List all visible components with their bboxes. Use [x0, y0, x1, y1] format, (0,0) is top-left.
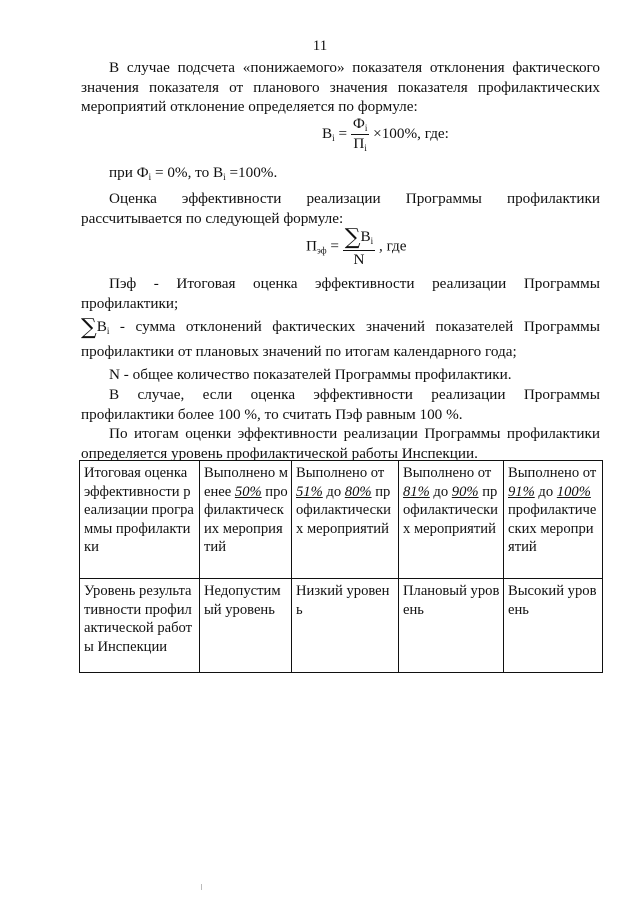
formula-deviation-fraction: $\frac{Ф_i}{П_i}$ — [352, 115, 368, 153]
definition-peff: Пэф - Итоговая оценка эффективности реализации Программы профилактики; — [81, 275, 600, 312]
formula-deviation-multiplier: ×100%, — [373, 124, 421, 142]
definition-n: N - общее количество показателей Программы профилактики. — [109, 366, 512, 383]
assessment-table — [79, 460, 603, 673]
formula-deviation-lhs: $B_i$ — [322, 124, 335, 143]
condition-line: при $Ф_i = 0\%$, то $B_i =100\%$. — [109, 164, 278, 182]
formula-efficiency: $П_{эф}$ = $\frac{\sum B_i}{N}$ , где — [306, 225, 407, 268]
level-high: Высокий уровень — [504, 579, 603, 673]
table-cell-under-50: Выполнено менее 50% профилактических мероприятий — [200, 461, 292, 579]
table-row — [80, 579, 603, 673]
formula-efficiency-fraction: $\frac{\sum B_i}{N}$ — [344, 225, 374, 268]
table-row — [80, 461, 603, 579]
paragraph-results: По итогам оценки эффективности реализации Программы профилактики определяется уровень профилактической работы Инспекции. — [81, 425, 600, 462]
level-low: Низкий уровень — [292, 579, 399, 673]
definition-sum: $\sum B_i$ - сумма отклонений фактических значений показателей Программы профилактики от плановых значений по итогам календарного года; — [81, 315, 600, 360]
table-cell-51-80: Выполнено от 51% до 80% профилактических мероприятий — [292, 461, 399, 579]
paragraph-cap: В случае, если оценка эффективности реализации Программы профилактики более 100 %, то считать Пэф равным 100 %. — [81, 386, 600, 423]
formula-deviation: $B_i$ = $\frac{Ф_i}{П_i}$ ×100%, где: — [322, 115, 449, 153]
table-cell-81-90: Выполнено от 81% до 90% профилактических мероприятий — [399, 461, 504, 579]
level-unacceptable: Недопустимый уровень — [200, 579, 292, 673]
level-planned: Плановый уровень — [399, 579, 504, 673]
table-row-label: Уровень результативности профилактической работы Инспекции — [80, 579, 200, 673]
scan-mark — [201, 884, 202, 890]
table-header-label: Итоговая оценка эффективности реализации программы профилактики — [80, 461, 200, 579]
paragraph-assess-intro: Оценка эффективности реализации Программы профилактики рассчитывается по следующей формуле: — [81, 190, 600, 227]
table-cell-91-100: Выполнено от 91% до 100% профилактических мероприятий — [504, 461, 603, 579]
paragraph-reduce-intro: В случае подсчета «понижаемого» показателя отклонения фактического значения показателя от планового значения показателя профилактических мероприятий отклонение определяется по формуле: — [81, 59, 600, 115]
page-number: 11 — [312, 38, 328, 54]
formula-deviation-suffix: где: — [424, 124, 449, 142]
